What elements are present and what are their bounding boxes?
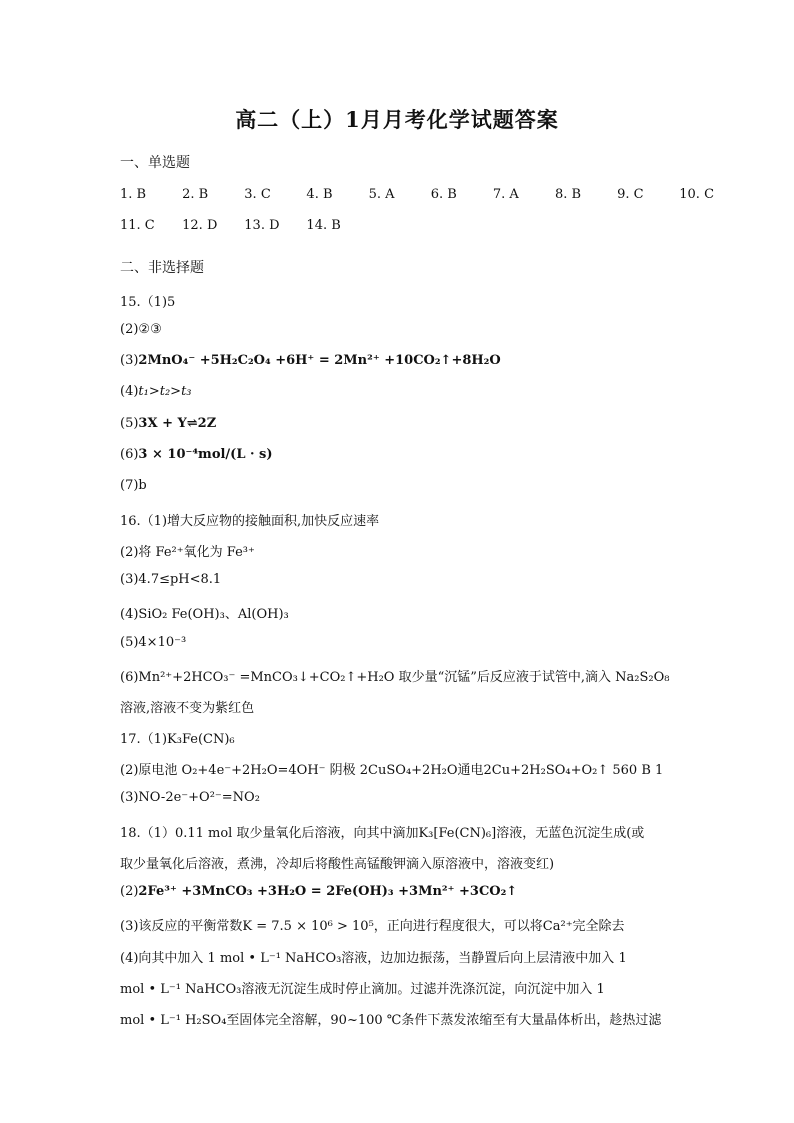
q15-sub-6-answer: 3 × 10⁻⁴mol/(L · s) — [138, 447, 273, 462]
q18-line-2: 取少量氧化后溶液，煮沸，冷却后将酸性高锰酸钾滴入原溶液中，溶液变红) — [120, 857, 555, 872]
q18-line-7: mol • L⁻¹ H₂SO₄至固体完全溶解，90~100 ℃条件下蒸发浓缩至有大量晶体析出，趁热过滤 — [120, 1013, 662, 1028]
q18-line-5: (4)向其中加入 1 mol • L⁻¹ NaHCO₃溶液，边加边振荡，当静置后向上层清液中加入 1 — [120, 951, 627, 966]
q16-line-3: (3)4.7≤pH<8.1 — [120, 572, 222, 587]
mcq-answer: 1. B — [120, 187, 147, 202]
q15-line-2: (2)②③ — [120, 322, 162, 337]
mcq-answer: 6. B — [430, 187, 457, 202]
q15-sub-4-label: (4) — [120, 384, 139, 399]
q15-line-6 — [120, 447, 273, 462]
q18-sub-2-label: (2) — [120, 884, 139, 899]
mcq-answer: 13. D — [244, 218, 280, 233]
q15-line-7: (7)b — [120, 478, 147, 493]
q15-line-1: 15.（1)5 — [120, 295, 176, 310]
q15-sub-3-label: (3) — [120, 353, 139, 368]
q16-line-2: (2)将 Fe²⁺氧化为 Fe³⁺ — [120, 545, 255, 560]
mcq-answer: 8. B — [554, 187, 582, 202]
mcq-answer: 11. C — [120, 218, 155, 233]
mcq-answer: 12. D — [182, 218, 218, 233]
q16-line-1: 16.（1)增大反应物的接触面积,加快反应速率 — [120, 514, 380, 529]
q18-line-6: mol • L⁻¹ NaHCO₃溶液无沉淀生成时停止滴加。过滤并洗涤沉淀，向沉淀中加入 1 — [120, 982, 605, 997]
q16-line-7: 溶液,溶液不变为紫红色 — [120, 701, 255, 716]
q16-line-6: (6)Mn²⁺+2HCO₃⁻ =MnCO₃↓+CO₂↑+H₂O 取少量“沉锰”后反应液于试管中,滴入 Na₂S₂O₈ — [120, 670, 670, 685]
q15-line-5 — [120, 416, 216, 431]
mcq-answer: 7. A — [492, 187, 519, 202]
q18-sub-2-equation: 2Fe³⁺ +3MnCO₃ +3H₂O = 2Fe(OH)₃ +3Mn²⁺ +3CO₂↑ — [138, 884, 518, 899]
q16-line-5: (5)4×10⁻³ — [120, 635, 187, 650]
mcq-answer: 5. A — [368, 187, 395, 202]
mcq-answer: 10. C — [679, 187, 715, 202]
q17-line-2: (2)原电池 O₂+4e⁻+2H₂O=4OH⁻ 阴极 2CuSO₄+2H₂O通电2Cu+2H₂SO₄+O₂↑ 560 B 1 — [120, 763, 664, 778]
q15-sub-6-label: (6) — [120, 447, 139, 462]
q15-sub-4-answer: t₁>t₂>t₃ — [138, 384, 192, 399]
mcq-row-2 — [120, 218, 341, 233]
q17-line-1: 17.（1)K₃Fe(CN)₆ — [120, 732, 235, 747]
q18-line-3 — [120, 884, 517, 899]
q15-sub-3-equation: 2MnO₄⁻ +5H₂C₂O₄ +6H⁺ = 2Mn²⁺ +10CO₂↑+8H₂O — [138, 353, 501, 368]
mcq-answer: 2. B — [182, 187, 209, 202]
q18-line-4: (3)该反应的平衡常数K = 7.5 × 10⁶ > 10⁵，正向进行程度很大，可以将Ca²⁺完全除去 — [120, 919, 625, 934]
q15-sub-5-label: (5) — [120, 416, 139, 431]
mcq-answer: 3. C — [244, 187, 271, 202]
q15-line-3 — [120, 353, 501, 368]
mcq-answer: 14. B — [306, 218, 341, 233]
section-heading-single-choice: 一、单选题 — [120, 155, 190, 171]
mcq-row-1 — [120, 187, 714, 202]
q16-line-4: (4)SiO₂ Fe(OH)₃、Al(OH)₃ — [120, 607, 289, 622]
q15-sub-5-equation: 3X + Y⇌2Z — [138, 416, 217, 431]
section-heading-non-choice: 二、非选择题 — [120, 260, 204, 276]
mcq-answer: 4. B — [306, 187, 333, 202]
q18-line-1: 18.（1）0.11 mol 取少量氧化后溶液，向其中滴加K₃[Fe(CN)₆]溶液，无蓝色沉淀生成(或 — [120, 826, 645, 841]
page-title: 高二（上）1月月考化学试题答案 — [235, 107, 559, 132]
mcq-answer: 9. C — [617, 187, 644, 202]
q17-line-3: (3)NO-2e⁻+O²⁻=NO₂ — [120, 790, 260, 805]
q15-line-4 — [120, 384, 192, 399]
